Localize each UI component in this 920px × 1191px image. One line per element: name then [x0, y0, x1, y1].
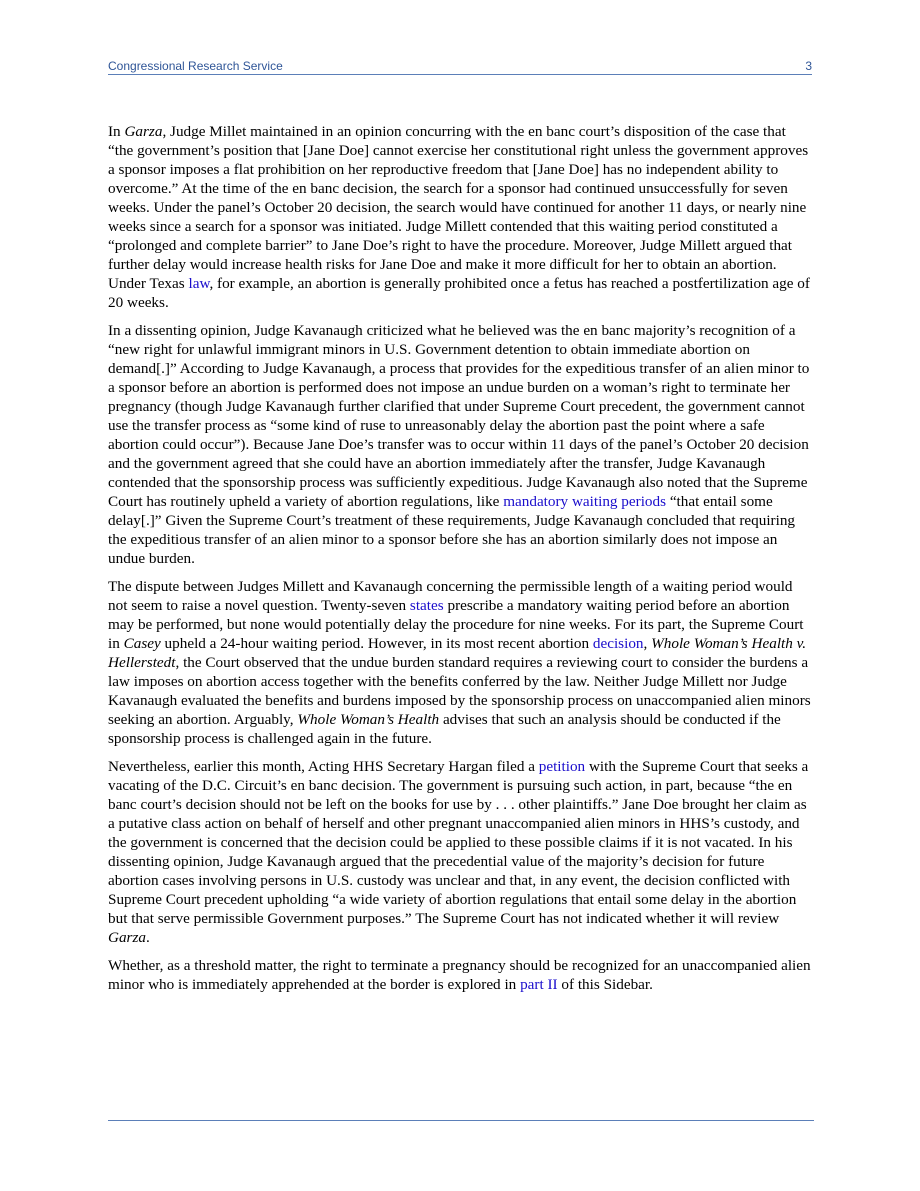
text: In: [108, 123, 125, 140]
case-name-whole-womans-health-full: Whole Woman’s Health v. Hellerstedt: [108, 635, 807, 671]
text: prescribe a mandatory waiting period before an abortion may be performed, but none would potentially delay the procedure for nine weeks. For its part, the Supreme Court in: [108, 597, 804, 652]
paragraph-1: [108, 122, 814, 312]
link-part-ii[interactable]: part II: [520, 976, 558, 993]
text: The dispute between Judges Millett and Kavanaugh concerning the permissible length of a waiting period would not seem to raise a novel question. Twenty-seven: [108, 578, 793, 614]
paragraph-5: [108, 956, 814, 994]
case-name-whole-womans-health: Whole Woman’s Health: [297, 711, 440, 728]
paragraph-2: [108, 321, 814, 568]
link-petition[interactable]: petition: [538, 758, 586, 775]
page-header: [108, 56, 812, 75]
text: Whether, as a threshold matter, the right to terminate a pregnancy should be recognized for an unaccompanied alien minor who is immediately apprehended at the border is explored in: [108, 957, 811, 993]
paragraph-4: [108, 757, 814, 947]
text: In a dissenting opinion, Judge Kavanaugh criticized what he believed was the en banc majority’s recognition of a “new right for unlawful immigrant minors in U.S. Government detention to obtain immediate abortion on demand[.]” According to Judge Kavanaugh, a process that provides for the expeditious transfer of an alien minor to a sponsor before an abortion is performed does not impose an undue burden on a woman’s right to terminate her pregnancy (though Judge Kavanaugh further clarified that under Supreme Court precedent, the government cannot use the transfer process as “some kind of ruse to unreasonably delay the abortion past the point where a safe abortion could occur”). Because Jane Doe’s transfer was to occur within 11 days of the panel’s October 20 decision and the government agreed that she could have an abortion immediately after the transfer, Judge Kavanaugh contended that the sponsorship process was sufficiently expeditious. Judge Kavanaugh also noted that the Supreme Court has routinely upheld a variety of abortion regulations, like: [108, 322, 810, 510]
case-name-casey: Casey: [123, 635, 161, 652]
text: advises that such an analysis should be conducted if the sponsorship process is challenged again in the future.: [108, 711, 781, 747]
header-organization: Congressional Research Service: [108, 59, 283, 73]
link-mandatory-waiting-periods[interactable]: mandatory waiting periods: [503, 493, 667, 510]
case-name-garza: Garza: [108, 929, 146, 946]
paragraph-3: [108, 577, 814, 748]
case-name-garza: Garza: [124, 123, 163, 140]
text: “that entail some delay[.]” Given the Supreme Court’s treatment of these requirements, Judge Kavanaugh concluded that requiring the expeditious transfer of an alien minor to a sponsor before she has an abortion similarly does not impose an undue burden.: [108, 493, 796, 567]
page-number: 3: [805, 59, 812, 73]
text: Nevertheless, earlier this month, Acting HHS Secretary Hargan filed a: [108, 758, 539, 775]
link-texas-law[interactable]: law: [188, 275, 210, 292]
footer-divider: [108, 1120, 814, 1121]
text: .: [145, 929, 150, 946]
text: , the Court observed that the undue burden standard requires a reviewing court to consider the burdens a law imposes on abortion access together with the benefits conferred by the law. Neither Judge Millett nor Judge Kavanaugh evaluated the benefits and burdens imposed by the sponsorship process on unaccompanied alien minors seeking an abortion. Arguably,: [108, 654, 811, 728]
document-body: [108, 122, 814, 1003]
text: upheld a 24-hour waiting period. However, in its most recent abortion: [160, 635, 593, 652]
text: , for example, an abortion is generally prohibited once a fetus has reached a postfertilization age of 20 weeks.: [108, 275, 810, 311]
link-states[interactable]: states: [409, 597, 444, 614]
text: , Judge Millet maintained in an opinion concurring with the en banc court’s disposition of the case that “the government’s position that [Jane Doe] cannot exercise her constitutional right unless the government approves a sponsor imposes a flat prohibition on her reproductive freedom that [Jane Doe] has no independent ability to overcome.” At the time of the en banc decision, the search for a sponsor had continued unsuccessfully for seven weeks. Under the panel’s October 20 decision, the search would have continued for another 11 days, or nearly nine weeks since a search for a sponsor was initiated. Judge Millett contended that this waiting period constituted a “prolonged and complete barrier” to Jane Doe’s right to have the procedure. Moreover, Judge Millett argued that further delay would increase health risks for Jane Doe and make it more difficult for her to obtain an abortion. Under Texas: [108, 123, 809, 292]
text: with the Supreme Court that seeks a vacating of the D.C. Circuit’s en banc decision. The government is pursuing such action, in part, because “the en banc court’s decision should not be left on the books for use by . . . other plaintiffs.” Jane Doe brought her claim as a putative class action on behalf of herself and other pregnant unaccompanied alien minors in HHS’s custody, and the government is concerned that the decision could be applied to these possible claims if it is not vacated. In his dissenting opinion, Judge Kavanaugh argued that the precedential value of the majority’s decision for future abortion cases involving persons in U.S. custody was unclear and that, in any event, the decision conflicted with Supreme Court precedent upholding “a wide variety of abortion regulations that entail some delay in the abortion but that serve permissible Government purposes.” The Supreme Court has not indicated whether it will review: [108, 758, 809, 927]
text: ,: [643, 635, 652, 652]
text: of this Sidebar.: [557, 976, 653, 993]
link-decision[interactable]: decision: [592, 635, 644, 652]
